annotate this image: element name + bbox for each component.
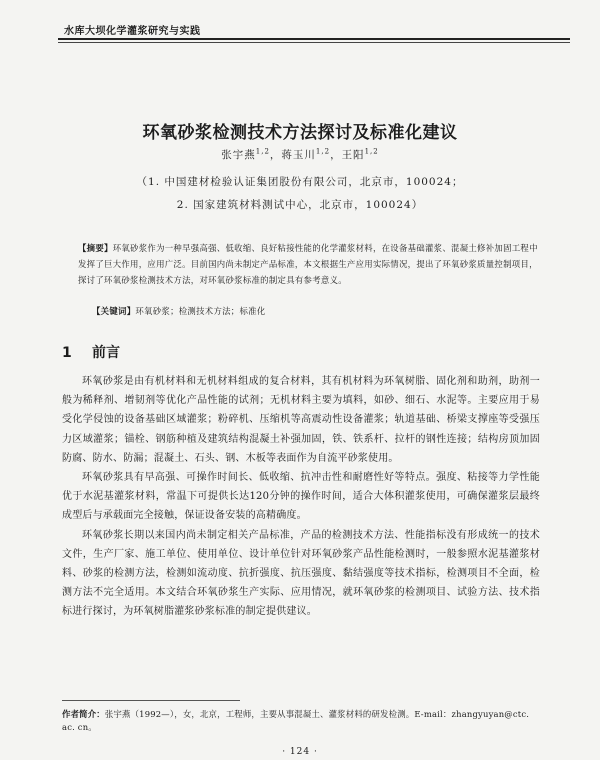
keywords-label: 【关键词】 (92, 306, 136, 316)
paragraph: 环氧砂浆具有早高强、可操作时间长、低收缩、抗冲击性和耐磨性好等特点。强度、粘接等力学性能优于水泥基灌浆材料，常温下可提供长达120分钟的操作时间，适合大体积灌浆使用，可确保灌浆层最终成型后与承载面完全接触，保证设备安装的高精确度。 (62, 472, 540, 522)
author-name: 蒋玉川 (281, 149, 316, 161)
header-rule-thin (58, 42, 570, 43)
author-name: 王阳 (341, 149, 365, 161)
running-header: 水库大坝化学灌浆研究与实践 (64, 26, 201, 37)
footnote-text: 张宇燕（1992—），女，北京，工程师，主要从事混凝土、灌浆材料的研发检测。E-mail：zhangyuyan@ctc. ac. cn。 (62, 709, 530, 732)
paper-title: 环氧砂浆检测技术方法探讨及标准化建议 (142, 123, 458, 143)
page-number: · 124 · (282, 747, 318, 757)
affiliation-line-2: 2. 国家建筑材料测试中心，北京市，100024） (176, 199, 424, 211)
author-affil-mark: 1,2 (364, 147, 379, 156)
header-rule (58, 38, 570, 40)
abstract (78, 240, 540, 288)
paragraph: 环氧砂浆是由有机材料和无机材料组成的复合材料，其有机材料为环氧树脂、固化剂和助剂，助剂一般为稀释剂、增韧剂等优化产品性能的试剂；无机材料主要为填料，如砂、细石、水泥等。主要应用于易受化学侵蚀的设备基础区域灌浆；粉碎机、压缩机等高震动性设备灌浆；轨道基础、桥梁支撑座等受强压力区域灌浆；锚栓、钢筋种植及建筑结构混凝土补强加固，铁、铁系杆、拉杆的钢性连接；结构房顶加固防腐、防水、防漏；混凝土、石头、钢、木板等表面作为自流平砂浆使用。 (62, 376, 540, 464)
author-footnote (62, 708, 540, 734)
author-separator: ， (330, 149, 342, 161)
section-number: 1 (62, 345, 72, 361)
footnote-label: 作者简介： (62, 709, 105, 719)
section-title: 前言 (92, 345, 120, 361)
paragraph: 环氧砂浆长期以来国内尚未制定相关产品标准，产品的检测技术方法、性能指标没有形成统一的技术文件，生产厂家、施工单位、使用单位、设计单位针对环氧砂浆产品性能检测时，一般参照水泥基灌浆材料、砂浆的检测方法，检测如流动度、抗折强度、抗压强度、黏结强度等技术指标，检测项目不全面，检测方法不完全适用。本文结合环氧砂浆生产实际、应用情况，就环氧砂浆的检测项目、试验方法、技术指标进行探讨，为环氧树脂灌浆砂浆标准的制定提供建议。 (62, 529, 540, 618)
section-heading (62, 342, 120, 362)
author-affil-mark: 1,2 (255, 147, 270, 156)
abstract-text: 环氧砂浆作为一种早强高强、低收缩、良好粘接性能的化学灌浆材料，在设备基础灌浆、混凝土修补加固工程中发挥了巨大作用，应用广泛。目前国内尚未制定产品标准，本文根据生产应用实际情况，提出了环氧砂浆质量控制项目，探讨了环氧砂浆检测技术方法，对环氧砂浆标准的制定具有参考意义。 (78, 243, 538, 285)
author-line (0, 147, 600, 162)
keywords-text: 环氧砂浆；检测技术方法；标准化 (135, 306, 266, 316)
affiliation-line-1: （1. 中国建材检验认证集团股份有限公司，北京市，100024； (136, 176, 464, 188)
footnote-rule (62, 700, 240, 701)
abstract-label: 【摘要】 (78, 243, 113, 253)
author-separator: ， (269, 149, 282, 161)
keywords (92, 305, 532, 317)
section-body (62, 372, 540, 622)
author-name: 张宇燕 (221, 149, 256, 161)
author-affil-mark: 1,2 (315, 147, 331, 156)
